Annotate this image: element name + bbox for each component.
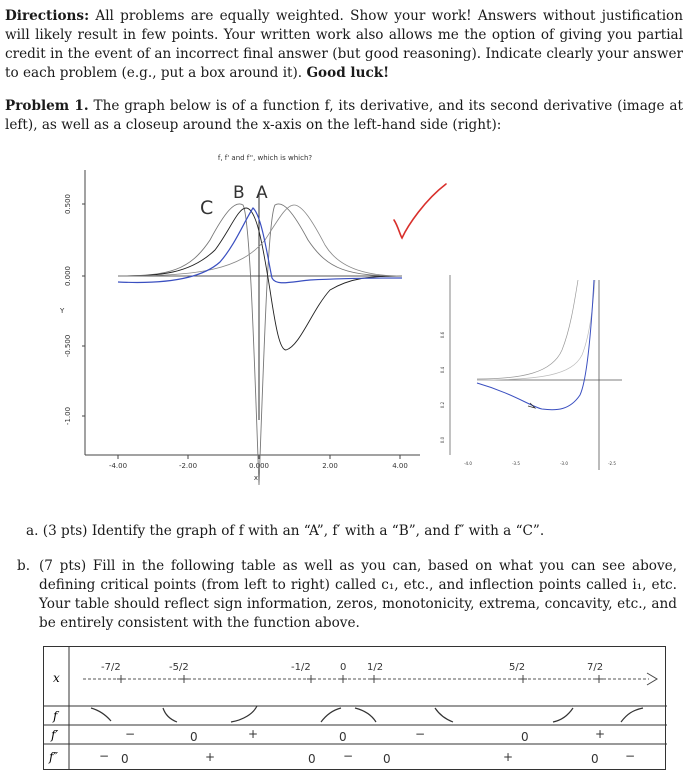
f-prime-marks (125, 727, 605, 744)
f-double-prime-marks (99, 749, 635, 766)
handwritten-label-a: A (256, 183, 268, 203)
curve-wide-grey (118, 205, 402, 276)
x-mark: -1/2 (291, 662, 311, 673)
closeup-y-ticks (440, 331, 445, 443)
main-plot (50, 150, 425, 495)
x-mark: 5/2 (509, 662, 526, 673)
part-b (17, 557, 677, 633)
check-mark-icon (390, 180, 450, 245)
directions-label: Directions: (5, 8, 90, 24)
f-shape-marks (91, 706, 643, 722)
part-a-label: a. (26, 523, 39, 539)
good-luck: Good luck! (306, 65, 390, 81)
handwritten-label-c: C (200, 197, 214, 219)
f-double-prime-mark: − (99, 749, 110, 763)
f-prime-mark: 0 (339, 730, 347, 744)
x-mark: 7/2 (587, 662, 604, 673)
curve-f-double-prime (118, 204, 402, 485)
part-a-points: (3 pts) (42, 523, 88, 539)
sign-table (43, 646, 667, 770)
main-x-tick-label: 4.00 (392, 462, 408, 470)
main-x-tick-label: 2.00 (322, 462, 338, 470)
row-label-f-prime: f′ (51, 728, 59, 742)
closeup-x-ticks (464, 461, 616, 466)
x-mark: 0 (340, 662, 347, 673)
problem-1-label: Problem 1. (5, 98, 89, 114)
main-y-tick-label: -1.00 (64, 406, 72, 426)
closeup-grey-curve-1 (477, 280, 578, 379)
main-y-tick-label: -0.500 (64, 334, 72, 358)
f-prime-mark: 0 (521, 730, 529, 744)
main-y-tick-label: 0.000 (64, 265, 72, 287)
f-prime-mark: 0 (190, 730, 198, 744)
f-prime-mark: + (248, 727, 259, 741)
x-mark: -5/2 (169, 662, 189, 673)
x-marks (101, 662, 603, 673)
main-plot-ylabel: Y (60, 307, 65, 315)
closeup-plot (432, 275, 632, 475)
main-x-tick-label: -2.00 (178, 462, 198, 470)
part-b-text: Fill in the following table as well as you can, based on what you can see above, defining critical points (from left to right) called c₁, etc., and inflection points called i₁, etc. Your table should reflect sign information, zeros, monotonicity, extrema, concavity, etc., and be entirely consistent with the function above. (39, 558, 678, 631)
f-double-prime-mark: − (343, 749, 354, 763)
f-prime-mark: + (595, 727, 606, 741)
f-double-prime-mark: + (503, 750, 514, 764)
closeup-grey-curve-2 (477, 280, 595, 380)
closeup-x-tick-label: -2.5 (608, 461, 616, 466)
closeup-x-tick-label: -3.0 (560, 461, 568, 466)
main-y-tick-label: 0.500 (64, 193, 72, 215)
problem-1-paragraph (5, 97, 683, 135)
closeup-x-tick-label: -4.0 (464, 461, 472, 466)
f-double-prime-mark: − (625, 749, 636, 763)
closeup-x-tick-label: -3.5 (512, 461, 520, 466)
part-a (26, 523, 676, 539)
main-x-label: x (253, 474, 259, 482)
problem-1-text: The graph below is of a function f, its derivative, and its second derivative (image at left), as well as a closeup around the x-axis on the left-hand side (right): (5, 98, 683, 133)
main-x-tick-label: 0.000 (248, 462, 270, 470)
f-double-prime-mark: 0 (383, 752, 391, 766)
part-a-text: Identify the graph of f with an “A”, f′ with a “B”, and f″ with a “C”. (91, 523, 545, 539)
f-double-prime-mark: + (205, 750, 216, 764)
part-b-body (39, 557, 677, 633)
row-label-f: f (53, 709, 58, 723)
x-mark: 1/2 (367, 662, 384, 673)
closeup-y-tick-label: 0.4 (440, 366, 445, 374)
closeup-y-tick-label: 0.2 (440, 401, 445, 409)
table-border (44, 647, 666, 770)
f-double-prime-mark: 0 (121, 752, 129, 766)
f-prime-mark: − (415, 727, 426, 741)
f-double-prime-mark: 0 (591, 752, 599, 766)
curve-f-prime (118, 208, 402, 350)
row-label-x: x (53, 671, 60, 685)
row-label-f-double-prime: f″ (49, 750, 58, 764)
part-b-points: (7 pts) (39, 558, 87, 574)
closeup-y-tick-label: 0.0 (440, 436, 445, 444)
main-plot-title: f, f' and f'', which is which? (217, 154, 313, 162)
directions-paragraph (5, 7, 683, 83)
x-mark: -7/2 (101, 662, 121, 673)
f-prime-mark: − (125, 727, 136, 741)
closeup-y-tick-label: 0.6 (440, 331, 445, 339)
handwritten-label-b: B (233, 183, 245, 203)
main-x-tick-label: -4.00 (108, 462, 128, 470)
f-double-prime-mark: 0 (308, 752, 316, 766)
directions-text: All problems are equally weighted. Show your work! Answers without justification will likely result in few points. Your written work also allows me the option of giving you partial credit in the event of an incorrect final answer (but good reasoning). Indicate clearly your answer to each problem (e.g., put a box around it). (5, 8, 683, 81)
closeup-blue-curve (477, 280, 594, 410)
main-y-ticks (64, 194, 85, 425)
part-b-label: b. (17, 558, 31, 574)
